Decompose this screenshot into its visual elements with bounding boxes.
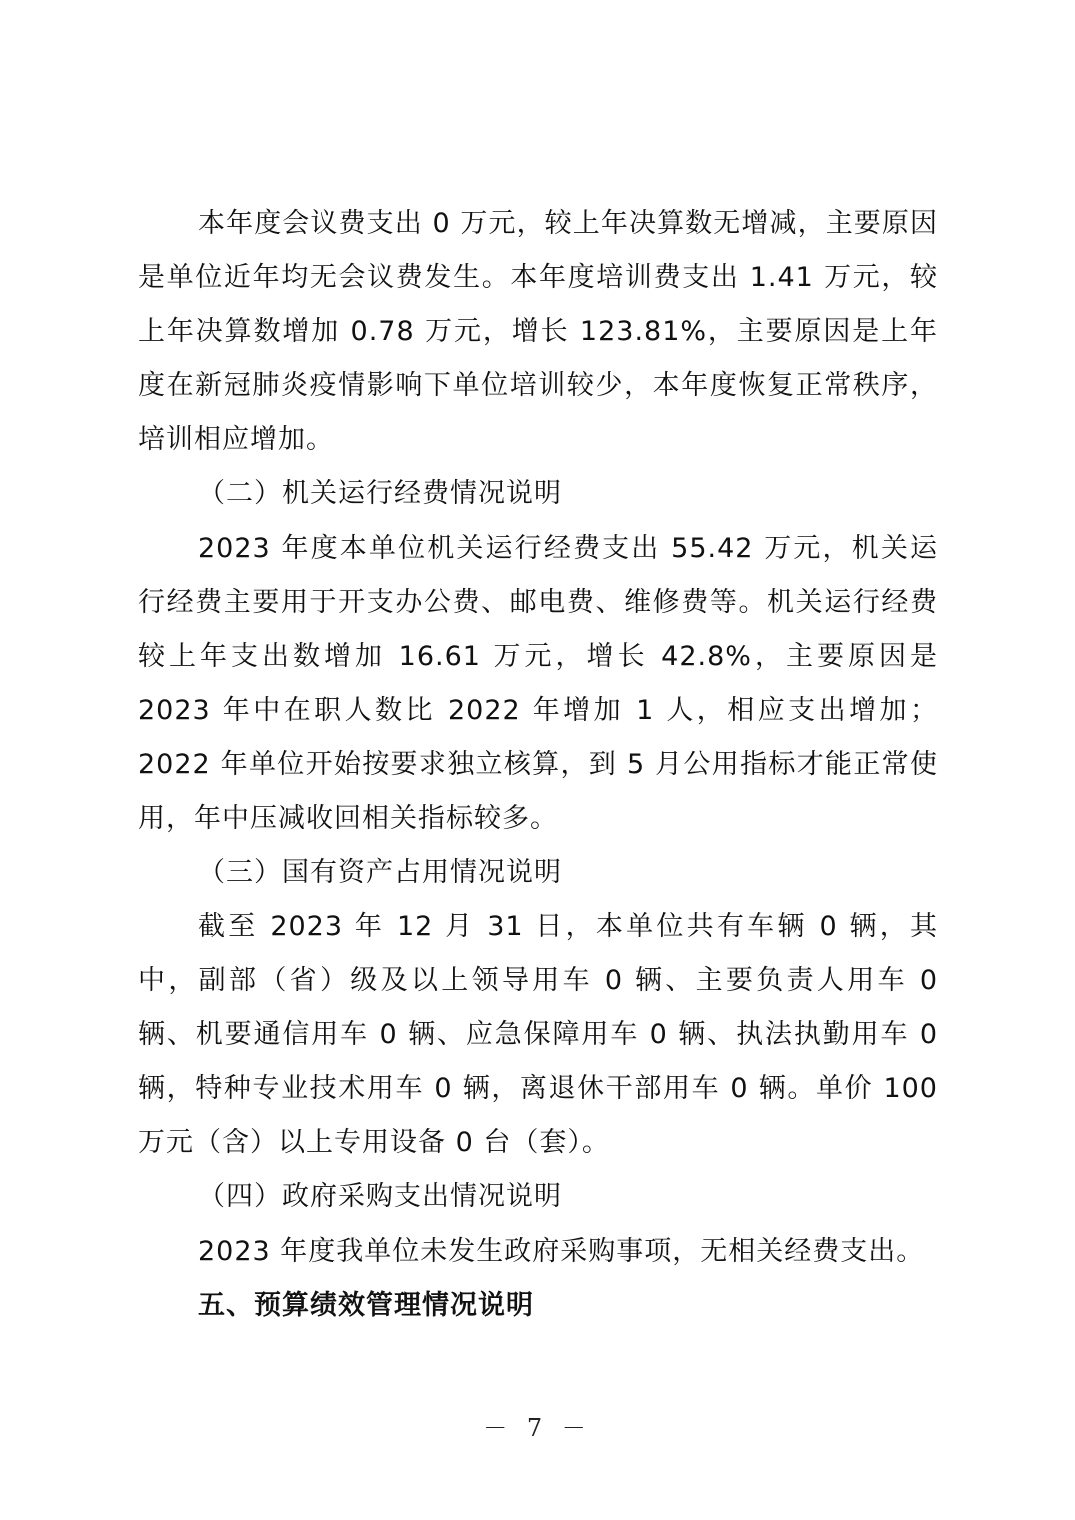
section-heading-government-procurement: （四）政府采购支出情况说明 xyxy=(198,1181,562,1212)
section-heading-state-assets: （三）国有资产占用情况说明 xyxy=(198,857,562,888)
paragraph-agency-operating-expense: 2023 年度本单位机关运行经费支出 55.42 万元，机关运行经费主要用于开支办公费、邮电费、维修费等。机关运行经费较上年支出数增加 16.61 万元，增长 42.8%，主要原因是 2023 年中在职人数比 2022 年增加 1 人，相应支出增加；2022 年单位开始按要求独立核算，到 5 月公用指标才能正常使用，年中压减收回相关指标较多。 xyxy=(138,533,938,834)
page-number: － 7 － xyxy=(483,1414,592,1442)
paragraph-state-assets: 截至 2023 年 12 月 31 日，本单位共有车辆 0 辆，其中，副部（省）级及以上领导用车 0 辆、主要负责人用车 0 辆、机要通信用车 0 辆、应急保障用车 0 辆、执法执勤用车 0 辆，特种专业技术用车 0 辆，离退休干部用车 0 辆。单价 100 万元（含）以上专用设备 0 台（套）。 xyxy=(138,911,938,1158)
chapter-heading-performance-management: 五、预算绩效管理情况说明 xyxy=(198,1290,534,1321)
paragraph-meeting-training-expense: 本年度会议费支出 0 万元，较上年决算数无增减，主要原因是单位近年均无会议费发生。本年度培训费支出 1.41 万元，较上年决算数增加 0.78 万元，增长 123.81%，主要原因是上年度在新冠肺炎疫情影响下单位培训较少，本年度恢复正常秩序，培训相应增加。 xyxy=(138,208,938,455)
section-heading-agency-operating-expense: （二）机关运行经费情况说明 xyxy=(198,478,562,509)
paragraph-government-procurement: 2023 年度我单位未发生政府采购事项，无相关经费支出。 xyxy=(198,1236,925,1267)
